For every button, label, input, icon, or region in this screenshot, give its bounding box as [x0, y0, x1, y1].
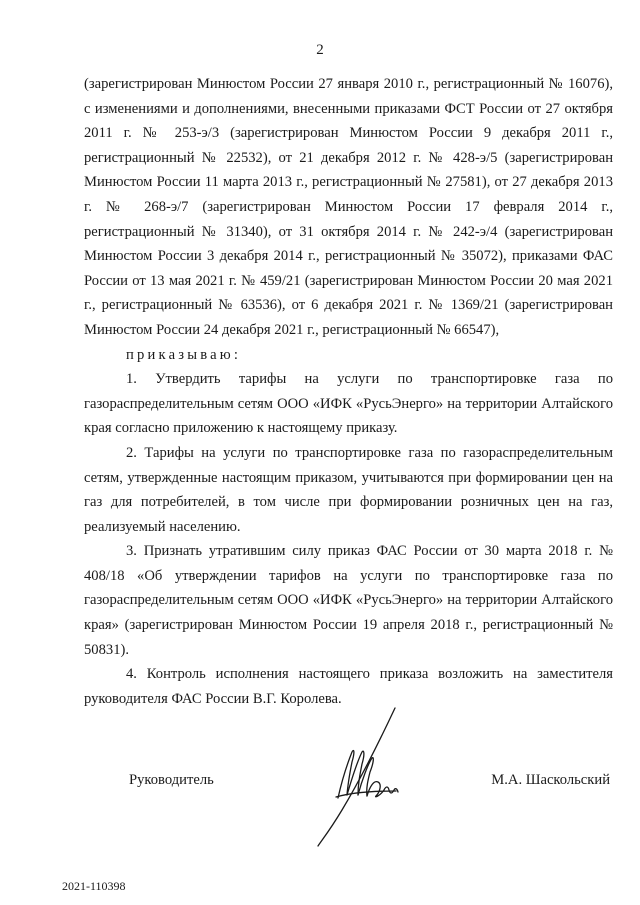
paragraph-item-4: 4. Контроль исполнения настоящего приказа возложить на заместителя руководителя ФАС России В.Г. Королева. [84, 666, 613, 707]
paragraph-item-2: 2. Тарифы на услуги по транспортировке газа по газораспределительным сетям, утвержденные настоящим приказом, учитываются при формировании цен на газ для потребителей, в том числе при формировании розничных цен на газ, реализуемый населению. [84, 444, 613, 535]
document-body [84, 72, 613, 711]
paragraph-item-1: 1. Утвердить тарифы на услуги по транспортировке газа по газораспределительным сетям ООО «ИФК «РусьЭнерго» на территории Алтайского края согласно приложению к настоящему приказу. [84, 371, 613, 437]
paragraph-registration-continuation: (зарегистрирован Минюстом России 27 января 2010 г., регистрационный № 16076), с изменениями и дополнениями, внесенными приказами ФСТ России от 27 октября 2011 г. № 253-э/3 (зарегистрирован Минюстом России 9 декабря 2011 г., регистрационный № 22532), от 21 декабря 2012 г. № 428-э/5 (зарегистрирован Минюстом России 11 марта 2013 г., регистрационный № 27581), от 27 декабря 2013 г. № 268-э/7 (зарегистрирован Минюстом России 17 февраля 2014 г., регистрационный № 31340), от 31 октября 2014 г. № 242-э/4 (зарегистрирован Минюстом России 3 декабря 2014 г., регистрационный № 35072), приказами ФАС России от 13 мая 2021 г. № 459/21 (зарегистрирован Минюстом России 20 мая 2021 г., регистрационный № 63536), от 6 декабря 2021 г. № 1369/21 (зарегистрирован Минюстом России 24 декабря 2021 г., регистрационный № 66547), [84, 76, 613, 338]
paragraph-order-word: приказываю: [126, 346, 242, 363]
handwritten-signature [300, 700, 420, 850]
page-number: 2 [316, 42, 324, 58]
signatory-role: Руководитель [129, 772, 214, 788]
paragraph-item-3: 3. Признать утратившим силу приказ ФАС России от 30 марта 2018 г. № 408/18 «Об утверждении тарифов на услуги по транспортировке газа по газораспределительным сетям ООО «ИФК «РусьЭнерго» на территории Алтайского края» (зарегистрирован Минюстом России 19 апреля 2018 г., регистрационный № 50831). [84, 543, 613, 658]
signatory-name: М.А. Шаскольский [491, 772, 610, 788]
document-number: 2021-110398 [62, 879, 126, 893]
